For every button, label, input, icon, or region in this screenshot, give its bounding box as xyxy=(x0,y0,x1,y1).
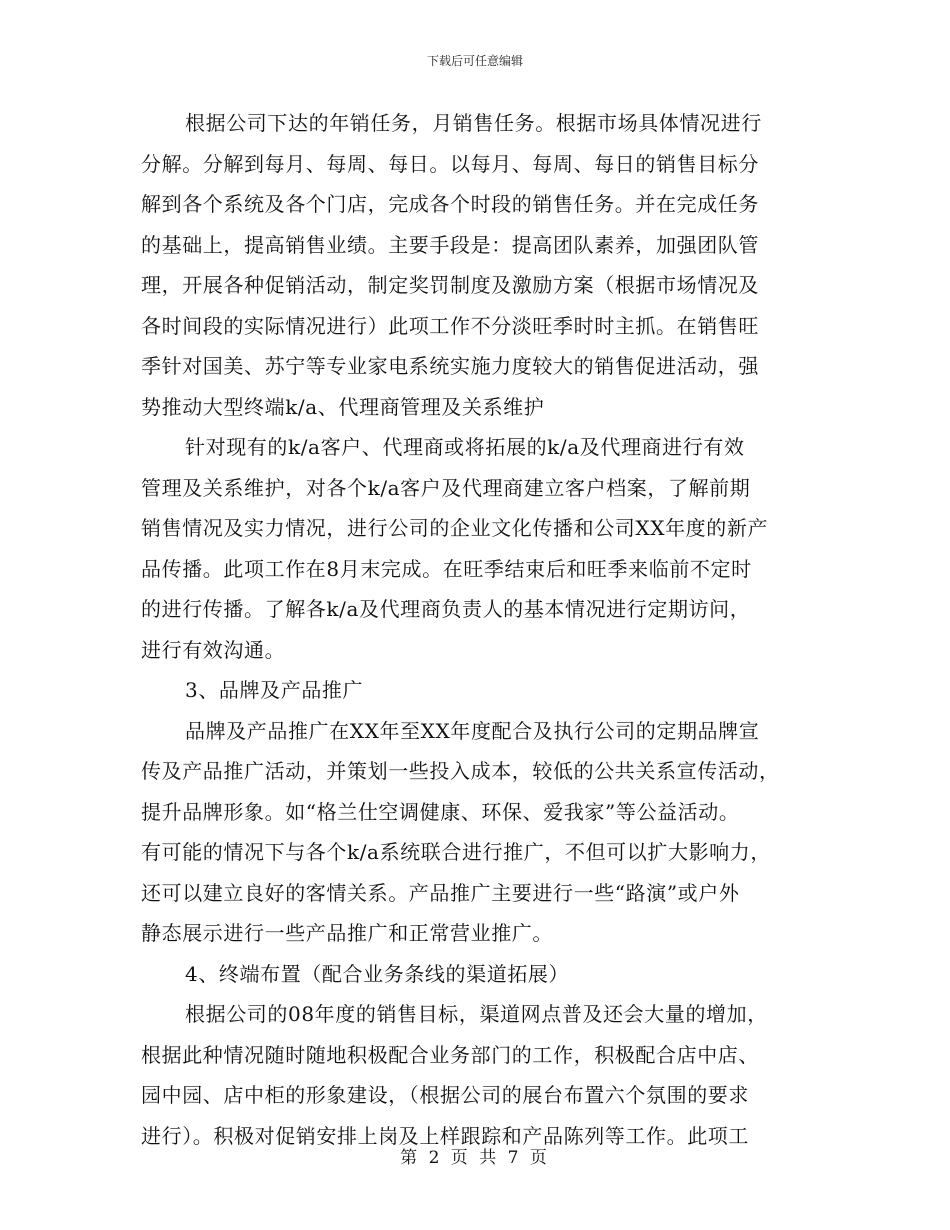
paragraph-2-line-3: 销售情况及实力情况，进行公司的企业文化传播和公司XX年度的新产 xyxy=(141,516,769,540)
paragraph-1-line-2: 分解。分解到每月、每周、每日。以每月、每周、每日的销售目标分 xyxy=(141,151,759,176)
paragraph-1-line-5: 理，开展各种促销活动，制定奖罚制度及激励方案（根据市场情况及 xyxy=(141,273,759,297)
paragraph-3-line-2: 传及产品推广活动，并策划一些投入成本，较低的公共关系宣传活动， xyxy=(141,759,780,783)
paragraph-2-line-2: 管理及关系维护，对各个k/a客户及代理商建立客户档案，了解前期 xyxy=(141,475,751,500)
section-heading-3: 3、品牌及产品推广 xyxy=(185,678,364,702)
paragraph-4-line-3: 园中园、店中柜的形象建设，（根据公司的展台布置六个氛围的要求 xyxy=(141,1083,749,1107)
paragraph-3-line-5: 还可以建立良好的客情关系。产品推广主要进行一些“路演”或户外 xyxy=(141,880,740,905)
paragraph-4-line-2: 根据此种情况随时随地积极配合业务部门的工作，积极配合店中店、 xyxy=(141,1042,759,1067)
paragraph-2-line-5: 的进行传播。了解各k/a及代理商负责人的基本情况进行定期访问， xyxy=(141,597,751,621)
paragraph-1-line-8: 势推动大型终端k/a、代理商管理及关系维护 xyxy=(141,394,545,419)
paragraph-4-line-4: 进行）。积极对促销安排上岗及上样跟踪和产品陈列等工作。此项工 xyxy=(141,1123,749,1148)
paragraph-4-line-1: 根据公司的08年度的销售目标，渠道网点普及还会大量的增加， xyxy=(185,1002,768,1026)
paragraph-2-line-4: 品传播。此项工作在8月末完成。在旺季结束后和旺季来临前不定时 xyxy=(141,556,752,581)
page-header-note: 下载后可任意编辑 xyxy=(426,54,523,68)
paragraph-3-line-6: 静态展示进行一些产品推广和正常营业推广。 xyxy=(141,921,553,945)
paragraph-1-line-6: 各时间段的实际情况进行）此项工作不分淡旺季时时主抓。在销售旺 xyxy=(141,313,759,338)
paragraph-3-line-4: 有可能的情况下与各个k/a系统联合进行推广，不但可以扩大影响力， xyxy=(141,840,771,864)
paragraph-2-line-6: 进行有效沟通。 xyxy=(141,637,286,662)
page-number-footer: 第 2 页 共 7 页 xyxy=(400,1148,550,1168)
paragraph-1-line-7: 季针对国美、苏宁等专业家电系统实施力度较大的销售促进活动，强 xyxy=(141,354,759,378)
paragraph-3-line-3: 提升品牌形象。如“格兰仕空调健康、环保、爱我家”等公益活动。 xyxy=(141,799,740,824)
paragraph-1-line-1: 根据公司下达的年销任务，月销售任务。根据市场具体情况进行 xyxy=(185,111,762,135)
paragraph-2-line-1: 针对现有的k/a客户、代理商或将拓展的k/a及代理商进行有效 xyxy=(185,435,745,459)
document-body xyxy=(141,103,813,1156)
paragraph-3-line-1: 品牌及产品推广在XX年至XX年度配合及执行公司的定期品牌宣 xyxy=(185,718,760,743)
paragraph-1-line-3: 解到各个系统及各个门店，完成各个时段的销售任务。并在完成任务 xyxy=(141,192,759,216)
section-heading-4: 4、终端布置（配合业务条线的渠道拓展） xyxy=(185,961,570,986)
paragraph-1-line-4: 的基础上，提高销售业绩。主要手段是：提高团队素养，加强团队管 xyxy=(141,232,759,257)
